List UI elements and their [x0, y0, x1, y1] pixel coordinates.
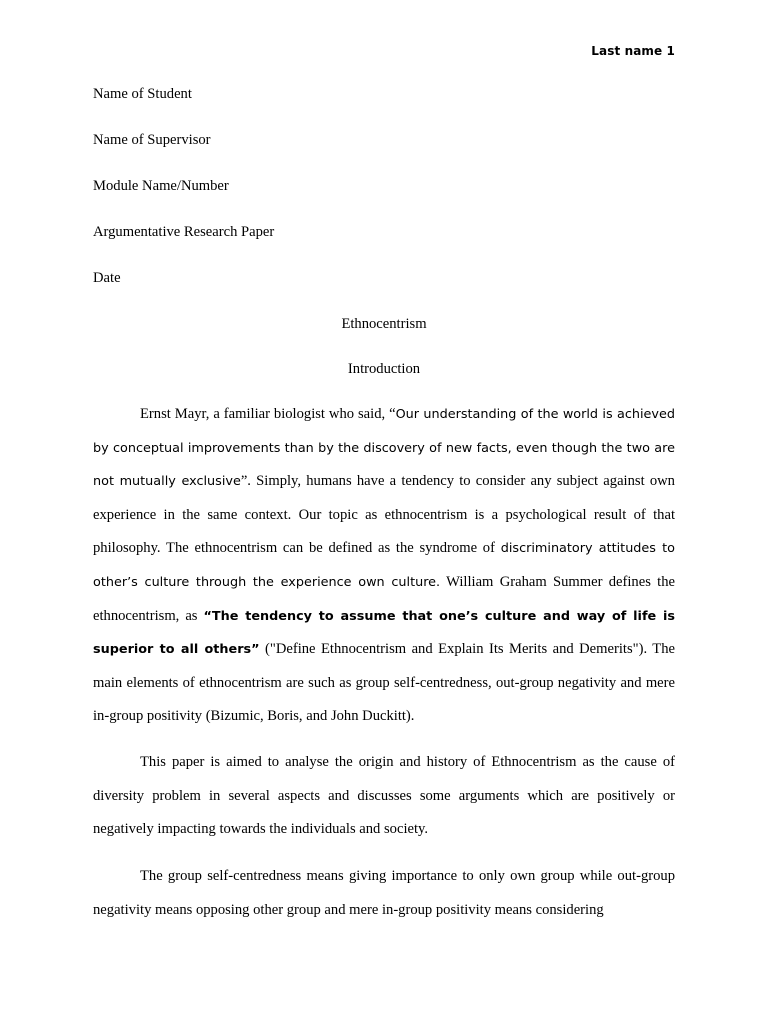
paragraph-run: ”. Simply, humans have a tendency to consider any subject against own experience in the same context. Our topic as ethnocentrism is a psychological result of that philosophy. The ethnocentrism can be defined as the syndrome of [93, 473, 675, 557]
summer-quote: “The tendency to assume that one’s culture and way of life is superior to all others” [93, 608, 675, 658]
paragraph-run: This paper is aimed to analyse the origin and history of Ethnocentrism as the cause of diversity problem in several aspects and discusses some arguments which are positively or negatively impacting towards the individuals and society. [93, 754, 675, 838]
paragraph-run: William Graham Summer defines the ethnocentrism, as [93, 573, 675, 624]
student-name-line: Name of Student [93, 86, 192, 102]
paragraph-run: ("Define Ethnocentrism and Explain Its Merits and Demerits"). The main elements of ethnocentrism are such as group self-centredness, out-group negativity and mere in-group positivity (Bizumic, Boris, and John Duckitt). [93, 641, 675, 725]
mayr-quote: Our understanding of the world is achieved by conceptual improvements than by the discovery of new facts, even though the two are not mutually exclusive [93, 407, 675, 490]
supervisor-name-line: Name of Supervisor [93, 132, 211, 148]
paragraph-run: Ernst Mayr, a familiar biologist who said, “ [140, 406, 396, 422]
paper-type-line: Argumentative Research Paper [93, 224, 275, 240]
section-heading: Introduction [347, 361, 421, 377]
date-line: Date [93, 270, 121, 286]
paragraph-run: The group self-centredness means giving importance to only own group while out-group negativity means opposing other group and mere in-group positivity means considering [93, 868, 675, 918]
paragraph-aim [93, 746, 675, 847]
definition-run: discriminatory attitudes to other’s culture through the experience own culture. [93, 541, 675, 590]
module-line: Module Name/Number [93, 178, 229, 194]
paragraph-elements [93, 860, 675, 927]
running-header: Last name 1 [591, 44, 675, 58]
paragraph-introduction [93, 398, 675, 734]
paper-title: Ethnocentrism [341, 316, 427, 332]
